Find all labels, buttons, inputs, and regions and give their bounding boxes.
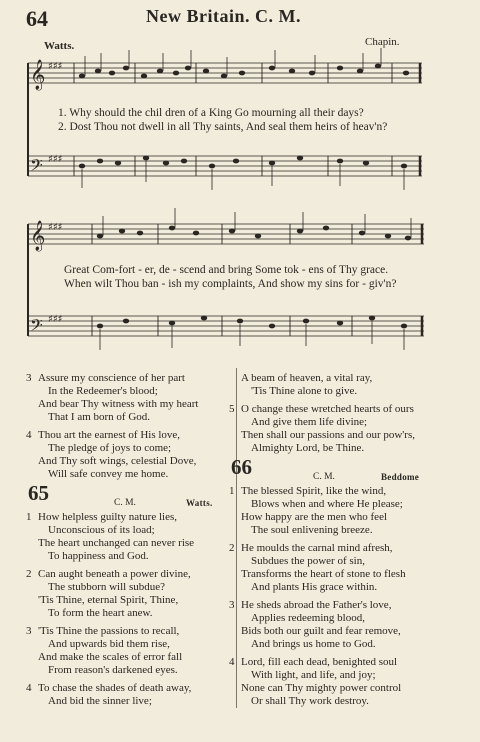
lyric-line-stanza-2: 2. Dost Thou not dwell in all Thy saints, And seal them heirs of heav'n? (58, 121, 388, 133)
stanza-number: 3 (26, 372, 32, 384)
treble-clef-icon: 𝄞 (30, 60, 46, 90)
verse-line: Unconscious of its load; (48, 524, 155, 536)
verse-line: Or shall Thy work destroy. (251, 695, 369, 707)
stanza-number: 3 (26, 625, 32, 637)
verse-line: To happiness and God. (48, 550, 149, 562)
verse-line: To chase the shades of death away, (38, 682, 192, 694)
stanza-number: 4 (229, 656, 235, 668)
stanza-number: 4 (26, 682, 32, 694)
hymn-65-heading (26, 481, 232, 511)
stanza-number: 2 (229, 542, 235, 554)
verse-line: Almighty Lord, be Thine. (251, 442, 365, 454)
hymn-tune-title: New Britain. C. M. (146, 6, 301, 26)
verse-line: From reason's darkened eyes. (48, 664, 178, 676)
note-stems (82, 48, 411, 350)
stanza (229, 599, 461, 651)
music-notation (0, 0, 480, 370)
left-column (26, 372, 232, 708)
stanza-number: 5 (229, 403, 235, 415)
verse-line: And brings us home to God. (251, 638, 376, 650)
verse-line: Can aught beneath a power divine, (38, 568, 191, 580)
verse-line: 'Tis Thine the passions to recall, (38, 625, 180, 637)
bass-clef-icon: 𝄢 (30, 315, 43, 339)
stanza (26, 372, 232, 424)
verse-line: He sheds abroad the Father's love, (241, 599, 392, 611)
verse-line: And give them life divine; (251, 416, 368, 428)
verse-line: The pledge of joys to come; (48, 442, 172, 454)
lyric-line-stanza-1: 1. Why should the chil dren of a King Go mourning all their days? (58, 107, 364, 119)
verse-line: Transforms the heart of stone to flesh (241, 568, 406, 580)
hymn-author: Watts. (186, 498, 213, 508)
hymn-number: 66 (231, 455, 252, 479)
verse-line: Thou art the earnest of His love, (38, 429, 181, 441)
verse-line: Subdues the power of sin, (251, 555, 365, 567)
verse-line: 'Tis Thine alone to give. (251, 385, 358, 397)
stanza-number: 2 (26, 568, 32, 580)
verse-line: In the Redeemer's blood; (48, 385, 158, 397)
lyric-line-stanza-2-cont: When wilt Thou ban - ish my complaints, And show my sins for - giv'n? (64, 278, 397, 290)
verse-line: To form the heart anew. (48, 607, 153, 619)
verse-line: How helpless guilty nature lies, (38, 511, 178, 523)
verse-line: The heart unchanged can never rise (38, 537, 195, 549)
hymn-author: Beddome (381, 472, 420, 482)
stanza (26, 568, 232, 620)
verse-line: And bear Thy witness with my heart (38, 398, 199, 410)
stanza-number: 1 (229, 485, 235, 497)
text-author: Watts. (44, 40, 75, 52)
svg-text:♯♯♯: ♯♯♯ (48, 61, 63, 72)
stanza-continuation (229, 372, 461, 398)
svg-text:♯♯♯: ♯♯♯ (48, 314, 63, 325)
verse-line: That I am born of God. (48, 411, 151, 423)
verse-line: The blessed Spirit, like the wind, (241, 485, 387, 497)
hymn-meter: C. M. (313, 472, 335, 482)
stanza-number: 1 (26, 511, 32, 523)
verse-line: Applies redeeming blood, (251, 612, 365, 624)
verse-line: And plants His grace within. (251, 581, 378, 593)
verse-line: O change these wretched hearts of ours (241, 403, 414, 415)
stanza (229, 485, 461, 537)
verse-line: How happy are the men who feel (241, 511, 388, 523)
verse-line: And upwards bid them rise, (48, 638, 170, 650)
verse-line: Bids both our guilt and fear remove, (241, 625, 401, 637)
verse-line: And Thy soft wings, celestial Dove, (38, 455, 197, 467)
stanza (229, 542, 461, 594)
verse-line: None can Thy mighty power control (241, 682, 402, 694)
verse-line: Blows when and where He please; (251, 498, 403, 510)
stanza (26, 511, 232, 563)
stanza-number: 4 (26, 429, 32, 441)
bass-staff-1 (28, 156, 422, 176)
verse-line: Assure my conscience of her part (38, 372, 185, 384)
verse-line: And bid the sinner live; (48, 695, 152, 707)
hymn-66-heading (229, 455, 461, 485)
svg-text:♯♯♯: ♯♯♯ (48, 222, 63, 233)
stanza (26, 625, 232, 677)
stanza (229, 403, 461, 455)
bass-clef-icon: 𝄢 (30, 155, 43, 179)
tune-composer: Chapin. (365, 36, 400, 48)
bass-staff-2 (28, 316, 424, 336)
svg-text:♯♯♯: ♯♯♯ (48, 154, 63, 165)
verse-line: A beam of heaven, a vital ray, (241, 372, 373, 384)
verse-line: The stubborn will subdue? (48, 581, 166, 593)
stanza (26, 682, 232, 708)
stanza (26, 429, 232, 481)
verse-line: 'Tis Thine, eternal Spirit, Thine, (38, 594, 179, 606)
verse-line: Will safe convey me home. (48, 468, 169, 480)
hymn-number: 65 (28, 481, 49, 505)
verse-line: Then shall our passions and our pow'rs, (241, 429, 415, 441)
verse-line: Lord, fill each dead, benighted soul (241, 656, 398, 668)
verse-line: The soul enlivening breeze. (251, 524, 373, 536)
verse-line: He moulds the carnal mind afresh, (241, 542, 393, 554)
page-number: 64 (26, 6, 48, 31)
stanza (229, 656, 461, 708)
stanza-number: 3 (229, 599, 235, 611)
treble-clef-icon: 𝄞 (30, 221, 46, 251)
hymn-meter: C. M. (114, 498, 136, 508)
verse-line: With light, and life, and joy; (251, 669, 376, 681)
verse-line: And make the scales of error fall (38, 651, 183, 663)
right-column (229, 372, 461, 708)
lyric-line-stanza-1-cont: Great Com-fort - er, de - scend and bring Some tok - ens of Thy grace. (64, 264, 389, 276)
